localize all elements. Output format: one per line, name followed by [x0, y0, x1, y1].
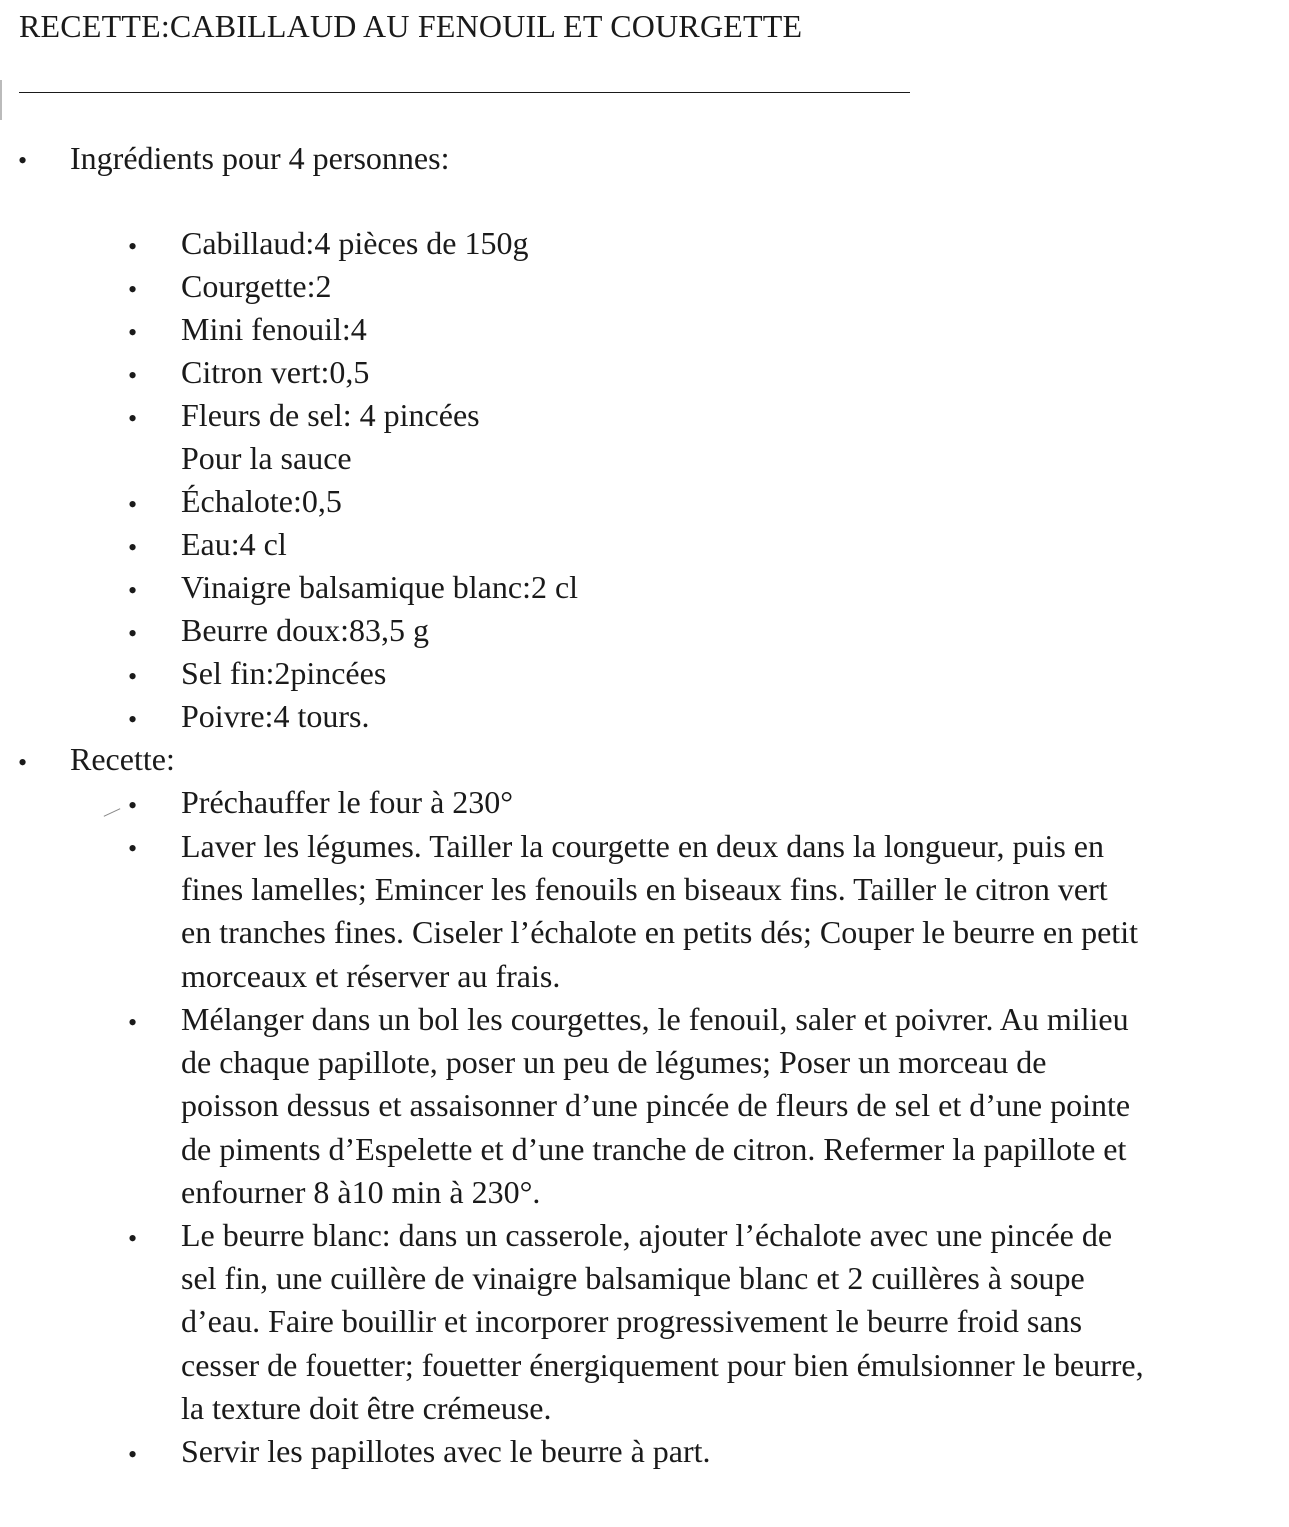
- bullet: •: [128, 404, 138, 433]
- recipe-step: [181, 998, 1281, 1214]
- sauce-item: Eau:4 cl: [181, 526, 287, 562]
- sauce-item: Poivre:4 tours.: [181, 698, 370, 734]
- step-line: sel fin, une cuillère de vinaigre balsamique blanc et 2 cuillères à soupe: [181, 1260, 1085, 1297]
- step-line: fines lamelles; Emincer les fenouils en biseaux fins. Tailler le citron vert: [181, 871, 1108, 908]
- step-line: la texture doit être crémeuse.: [181, 1389, 552, 1426]
- ingredient-item: Courgette:2: [181, 268, 332, 304]
- recipe-step: [181, 1214, 1281, 1430]
- ingredients-heading: Ingrédients pour 4 personnes:: [70, 140, 450, 176]
- sauce-item: Vinaigre balsamique blanc:2 cl: [181, 569, 579, 605]
- bullet: •: [128, 705, 138, 734]
- step-line: en tranches fines. Ciseler l’échalote en petits dés; Couper le beurre en petit: [181, 914, 1138, 951]
- ingredient-item: Fleurs de sel: 4 pincées: [181, 397, 480, 433]
- sauce-item: Sel fin:2pincées: [181, 655, 387, 691]
- bullet: •: [128, 1224, 138, 1253]
- bullet: •: [128, 1008, 138, 1037]
- bullet: •: [128, 791, 138, 820]
- step-line: de piments d’Espelette et d’une tranche de citron. Refermer la papillote et: [181, 1130, 1127, 1167]
- bullet: •: [128, 619, 138, 648]
- step-line: de chaque papillote, poser un peu de légumes; Poser un morceau de: [181, 1044, 1047, 1081]
- bullet: •: [18, 146, 28, 175]
- recipe-step: [181, 825, 1281, 998]
- step-line: d’eau. Faire bouillir et incorporer progressivement le beurre froid sans: [181, 1303, 1083, 1340]
- title-underline: [19, 92, 910, 93]
- ingredient-item: Citron vert:0,5: [181, 354, 370, 390]
- recipe-step: Servir les papillotes avec le beurre à part.: [181, 1433, 711, 1469]
- sauce-item: Échalote:0,5: [181, 483, 342, 519]
- ingredient-item: Mini fenouil:4: [181, 311, 367, 347]
- bullet: •: [18, 748, 28, 777]
- ingredient-item: Cabillaud:4 pièces de 150g: [181, 225, 529, 261]
- recipe-step: Préchauffer le four à 230°: [181, 784, 514, 820]
- sauce-item: Beurre doux:83,5 g: [181, 612, 429, 648]
- bullet: •: [128, 318, 138, 347]
- recipe-title: RECETTE:CABILLAUD AU FENOUIL ET COURGETTE: [19, 8, 803, 44]
- step-line: cesser de fouetter; fouetter énergiquement pour bien émulsionner le beurre,: [181, 1346, 1144, 1383]
- step-line: morceaux et réserver au frais.: [181, 957, 561, 994]
- step-line: poisson dessus et assaisonner d’une pincée de fleurs de sel et d’une pointe: [181, 1087, 1131, 1124]
- bullet: •: [128, 834, 138, 863]
- scan-speck: [104, 808, 121, 817]
- recipe-heading: Recette:: [70, 741, 175, 777]
- bullet: •: [128, 361, 138, 390]
- step-line: Mélanger dans un bol les courgettes, le fenouil, saler et poivrer. Au milieu: [181, 1001, 1129, 1037]
- bullet: •: [128, 576, 138, 605]
- step-line: enfourner 8 à10 min à 230°.: [181, 1173, 541, 1210]
- bullet: •: [128, 662, 138, 691]
- bullet: •: [128, 533, 138, 562]
- sauce-label: Pour la sauce: [181, 440, 352, 476]
- bullet: •: [128, 490, 138, 519]
- scan-edge-mark: [0, 80, 2, 120]
- step-line: Le beurre blanc: dans un casserole, ajouter l’échalote avec une pincée de: [181, 1217, 1113, 1253]
- bullet: •: [128, 1440, 138, 1469]
- step-line: Laver les légumes. Tailler la courgette en deux dans la longueur, puis en: [181, 828, 1104, 864]
- bullet: •: [128, 275, 138, 304]
- bullet: •: [128, 232, 138, 261]
